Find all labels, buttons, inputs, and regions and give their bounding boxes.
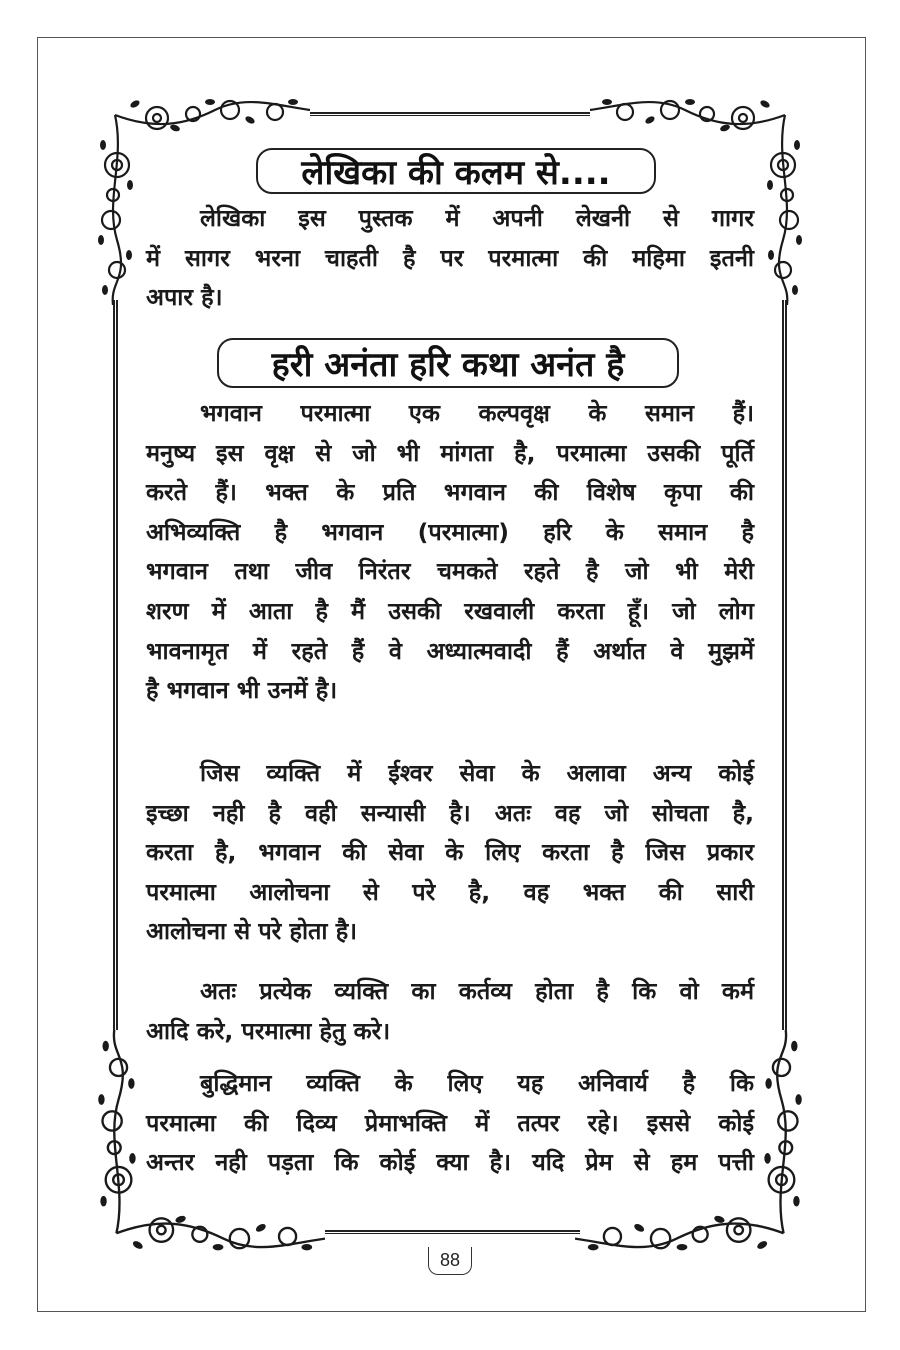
text-line: भगवान परमात्मा एक कल्पवृक्ष के समान हैं। <box>200 399 754 427</box>
text-line: अतः प्रत्येक व्यक्ति का कर्तव्य होता है कि वो कर्म <box>200 977 754 1005</box>
paragraph-4 <box>146 1064 754 1183</box>
text-line: करते हैं। भक्त के प्रति भगवान की विशेष कृपा की <box>146 478 754 507</box>
paragraph-1 <box>146 394 754 711</box>
text-line: परमात्मा की दिव्य प्रेमाभक्ति में तत्पर रहे। इससे कोई <box>146 1108 754 1137</box>
page-number: 88 <box>428 1247 472 1275</box>
text-line: भगवान तथा जीव निरंतर चमकते रहते है जो भी मेरी <box>146 557 754 586</box>
section-title-hari-ananta: हरी अनंता हरि कथा अनंत है <box>217 338 679 388</box>
section-title-lekhika: लेखिका की कलम से.... <box>256 148 656 194</box>
text-line: शरण में आता है मैं उसकी रखवाली करता हूँ। जो लोग <box>146 596 754 625</box>
text-line: भावनामृत में रहते हैं वे अध्यात्मवादी हैं अर्थात वे मुझमें <box>146 636 754 665</box>
section1-text <box>146 199 754 318</box>
text-line: जिस व्यक्ति में ईश्वर सेवा के अलावा अन्य कोई <box>200 759 754 787</box>
border-bottom-line <box>325 1230 580 1234</box>
text-line: मनुष्य इस वृक्ष से जो भी मांगता है, परमात्मा उसकी पूर्ति <box>146 438 754 467</box>
text-line: आलोचना से परे होता है। <box>146 917 358 946</box>
text-line: में सागर भरना चाहती है पर परमात्मा की महिमा इतनी <box>146 243 754 272</box>
text-line: अभिव्यक्ति है भगवान (परमात्मा) हरि के समान है <box>146 517 754 546</box>
text-line: अन्तर नही पड़ता कि कोई क्या है। यदि प्रेम से हम पत्ती <box>146 1148 754 1177</box>
text-line: बुद्धिमान व्यक्ति के लिए यह अनिवार्य है कि <box>200 1069 754 1097</box>
paragraph-3 <box>146 972 754 1051</box>
text-line: है भगवान भी उनमें है। <box>146 676 338 705</box>
text-line: आदि करे, परमात्मा हेतु करे। <box>146 1016 391 1045</box>
paragraph-2 <box>146 754 754 952</box>
text-line: इच्छा नही है वही सन्यासी है। अतः वह जो सोचता है, <box>146 798 754 827</box>
text-line: परमात्मा आलोचना से परे है, वह भक्त की सारी <box>146 877 754 906</box>
border-right-line <box>782 300 787 1030</box>
text-line: लेखिका इस पुस्तक में अपनी लेखनी से गागर <box>200 204 754 232</box>
text-line: अपार है। <box>146 283 223 312</box>
text-line: करता है, भगवान की सेवा के लिए करता है जिस प्रकार <box>146 838 754 867</box>
border-left-line <box>113 300 118 1030</box>
border-top-line <box>310 112 590 116</box>
